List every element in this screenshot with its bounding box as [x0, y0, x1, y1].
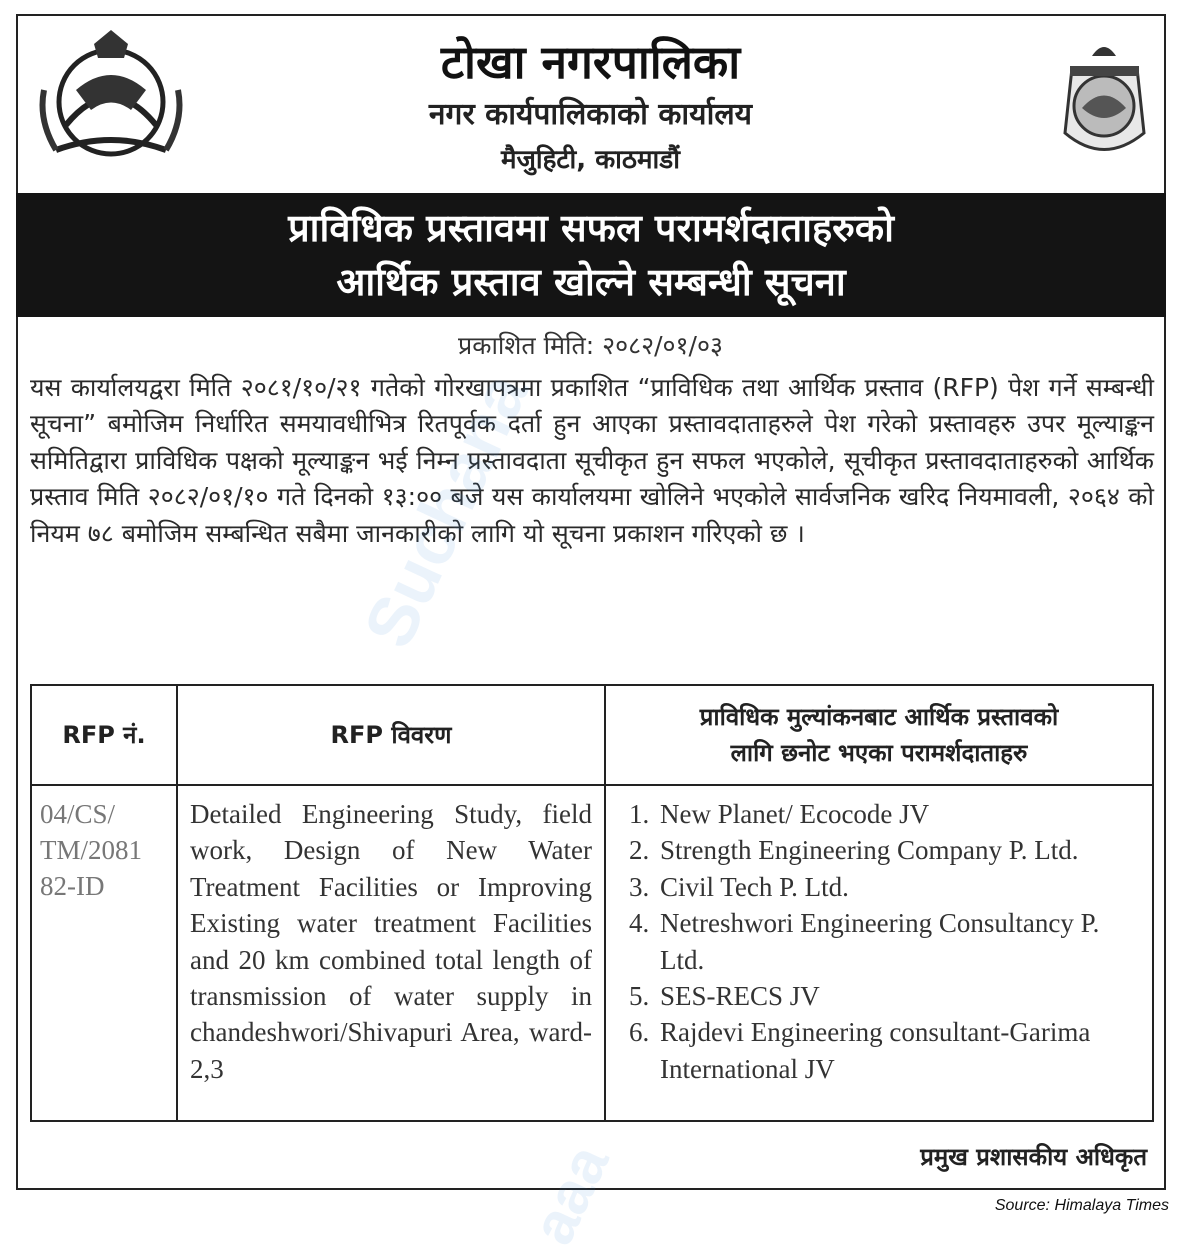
- list-item: 3. Civil Tech P. Ltd.: [656, 869, 1140, 905]
- consultants-cell: [605, 785, 1153, 1121]
- org-office: नगर कार्यपालिकाको कार्यालय: [428, 97, 753, 132]
- consultant-list: [618, 796, 1140, 1087]
- notice-title-line2: आर्थिक प्रस्ताव खोल्ने सम्बन्धी सूचना: [336, 260, 846, 304]
- rfp-description-cell: Detailed Engineering Study, field work, Design of New Water Treatment Facilities or Improving Existing water treatment Facilities and 20 km combined total length of transmission of water supply in chandeshwori/Shivapuri Area, ward-2,3: [177, 785, 605, 1121]
- notice-body: यस कार्यालयद्वरा मिति २०८१/१०/२१ गतेको गोरखापत्रमा प्रकाशित “प्राविधिक तथा आर्थिक प्रस्ताव (RFP) पेश गर्ने सम्बन्धी सूचना” बमोजिम निर्धारित समयावधीभित्र रितपूर्वक दर्ता हुन आएका प्रस्तावदाताहरुले पेश गरेको प्रस्तावहरु उपर मूल्याङ्कन समितिद्वारा प्राविधिक पक्षको मूल्याङ्कन भई निम्न प्रस्तावदाता सूचीकृत हुन सफल भएकोले, सूचीकृत प्रस्तावदाताहरुको आर्थिक प्रस्ताव मिति २०८२/०१/१० गते दिनको १३:०० बजे यस कार्यालयमा खोलिने भएकोले सार्वजनिक खरिद नियमावली, २०६४ को नियम ७८ बमोजिम सम्बन्धित सबैमा जानकारीको लागि यो सूचना प्रकाशन गरिएको छ ।: [30, 373, 1154, 548]
- list-item: 2. Strength Engineering Company P. Ltd.: [656, 832, 1140, 868]
- list-item: 1. New Planet/ Ecocode JV: [656, 796, 1140, 832]
- list-item: 6. Rajdevi Engineering consultant-Garima International JV: [656, 1014, 1140, 1087]
- rfp-number-cell: 04/CS/ TM/2081 82-ID: [31, 785, 177, 1121]
- col-header-rfp-description: RFP विवरण: [177, 685, 605, 785]
- signatory: प्रमुख प्रशासकीय अधिकृत: [920, 1143, 1147, 1171]
- watermark: Suchana: [348, 361, 543, 659]
- notice-title-banner: [16, 193, 1166, 317]
- published-date: प्रकाशित मिति: २०८२/०१/०३: [458, 331, 723, 360]
- col-header-consultants: [605, 685, 1153, 785]
- org-name: टोखा नगरपालिका: [440, 35, 741, 89]
- notice-title-line1: प्राविधिक प्रस्तावमा सफल परामर्शदाताहरुको: [288, 206, 894, 250]
- rfp-table: [30, 684, 1154, 1122]
- col-header-consultants-line1: प्राविधिक मुल्यांकनबाट आर्थिक प्रस्तावको: [699, 703, 1059, 731]
- list-item: 5. SES-RECS JV: [656, 978, 1140, 1014]
- watermark-2: aaa: [518, 1134, 622, 1254]
- org-address: मैजुहिटी, काठमाडौं: [501, 145, 680, 175]
- col-header-consultants-line2: लागि छनोट भएका परामर्शदाताहरु: [730, 739, 1028, 767]
- col-header-rfp-no: RFP नं.: [31, 685, 177, 785]
- source-credit: Source: Himalaya Times: [994, 1197, 1169, 1214]
- list-item: 4. Netreshwori Engineering Consultancy P. Ltd.: [656, 905, 1140, 978]
- table-header-row: [31, 685, 1153, 785]
- table-row: [31, 785, 1153, 1121]
